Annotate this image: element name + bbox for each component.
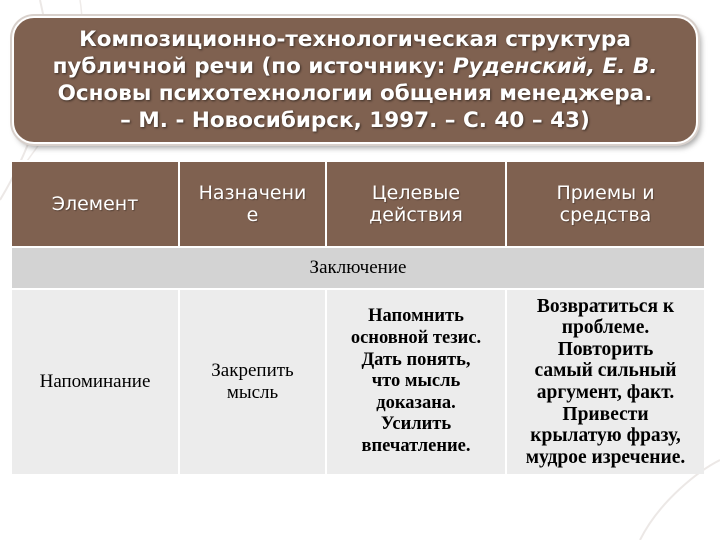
actions-line-5: доказана. [376,392,456,413]
cell-element: Напоминание [12,289,179,474]
header-means-line-1: Приемы и [556,182,655,204]
cell-means [506,289,704,474]
means-line-1: Возвратиться к [536,295,675,317]
actions-line-4: что мысль [371,371,461,392]
header-element-line-1: Элемент [51,193,139,215]
section-row [12,247,704,289]
actions-line-2: основной тезис. [350,328,482,349]
header-purpose-line-2: е [246,204,259,226]
title-line-3: Основы психотехнологии общения менеджера. [57,81,653,106]
title-line-4: – М. ‑ Новосибирск, 1997. – С. 40 – 43) [120,108,590,133]
means-line-8: мудрое изречение. [525,446,686,468]
means-line-3: Повторить [557,338,654,360]
section-label: Заключение [12,247,704,289]
page-title [47,26,664,134]
means-line-2: проблеме. [561,317,650,339]
actions-line-3: Дать понять, [361,349,471,370]
header-actions-line-2: действия [369,204,463,226]
means-line-7: крылатую фразу, [530,425,681,447]
table-header-row [12,161,704,247]
header-means [506,161,704,247]
title-author: Руденский, Е. В. [452,54,658,79]
header-actions-line-1: Целевые [371,182,461,204]
means-line-5: аргумент, факт. [536,382,675,403]
purpose-line-1: Закрепить [211,360,294,381]
header-purpose [179,161,326,247]
purpose-line-2: мысль [226,382,279,403]
title-line-2 [53,53,658,80]
means-line-4: самый сильный [534,360,677,382]
cell-purpose [179,289,326,474]
table-row [12,289,704,474]
actions-line-1: Напомнить [368,306,464,327]
structure-table [12,160,704,474]
cell-actions [326,289,506,474]
header-purpose-line-1: Назначени [198,182,307,204]
title-banner [12,16,698,144]
header-element [12,161,179,247]
title-line-2-text: публичной речи (по источнику: [52,54,453,79]
actions-line-7: впечатление. [361,435,471,456]
header-actions [326,161,506,247]
actions-line-6: Усилить [380,414,452,435]
title-line-1: Композиционно-технологическая структура [79,27,631,52]
means-line-6: Привести [562,403,649,425]
header-means-line-2: средства [559,204,652,226]
